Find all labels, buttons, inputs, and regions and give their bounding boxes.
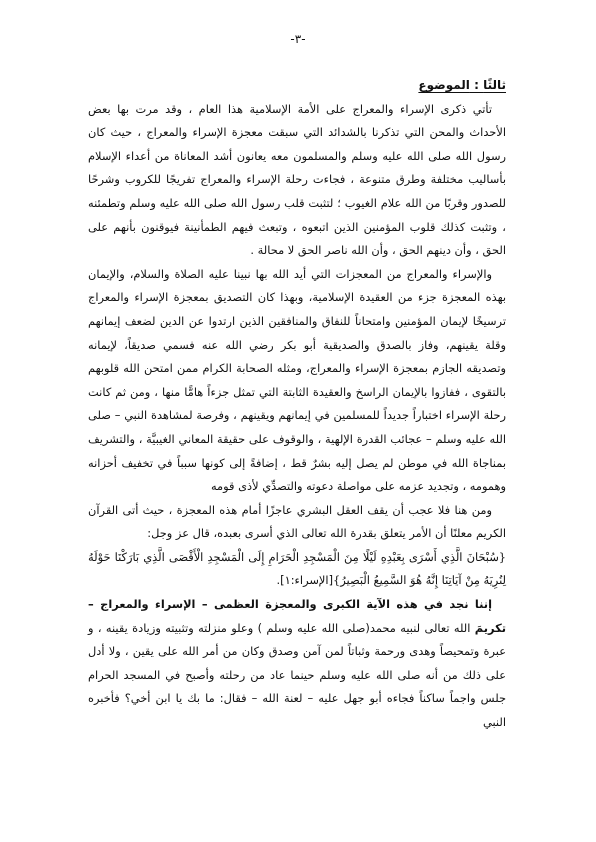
section-heading — [88, 74, 506, 98]
page-body — [88, 74, 506, 735]
paragraph-3: ومن هنا فلا عجب أن يقف العقل البشري عاجزًا أمام هذه المعجزة ، حيث أتى القرآن الكريم معلنًا أن الأمر يتعلق بقدرة الله تعالى الذي أسرى بعبده، قال عز وجل: — [88, 502, 506, 541]
quran-verse-paragraph — [88, 546, 506, 593]
paragraph-5-intro: إننا نجد في هذه الآية الكبرى والمعجزة العظمى – الإسراء والمعراج – تكريمَ — [88, 597, 506, 635]
paragraph-2: والإسراء والمعراج من المعجزات التي أيد الله بها نبينا عليه الصلاة والسلام، والإيمان بهذه المعجزة جزء من العقيدة الإسلامية، وبهذا كان التصديق بمعجزة الإسراء والمعراج ترسيخًا لإيمان المؤمنين وامتحاناً للنفاق والمنافقين الذين ارتدوا عن الدين لضعف إيمانهم وقلة يقينهم، وفاز بالصدق والصديقية أبو بكر رضي الله عنه فسمي صديقاً، لإيمانه وتصديقه الجازم بمعجزة الإسراء والمعراج، ومثله الصحابة الكرام ممن امتحن الله قلوبهم بالتقوى ، ففازوا بالإيمان الراسخ والعقيدة الثابتة التي تمثل جزءاً هامًّا منها ، ومن ثم كانت رحلة الإسراء اختباراً جديداً للمسلمين في إيمانهم ويقينهم ، وفرصة لمشاهدة النبي – صلى الله عليه وسلم – عجائب القدرة الإلهية ، والوقوف على حقيقة المعاني الغيبيَّة ، والتشريف بمناجاة الله في موطن لم يصل إليه بشرٌ قط ، إضافةً إلى كونها سبباً في تخفيف أحزانه وهمومه ، وتجديد عزمه على مواصلة دعوته والتصدِّي لأذى قومه — [88, 266, 506, 494]
paragraph-5-text: الله تعالى لنبيه محمد(صلى الله عليه وسلم ) وعلو منزلته وتثبيته وزيادة يقينه ، و عبرة وتمحيصاً وهدى ورحمة وثباتاً لمن آمن وصدق وكان من أمر الله على يقين ، ولا أدل على ذلك من أنه صلى الله عليه وسلم حينما عاد من رحلته وأصبح في المسجد الحرام جلس واجماً ساكناً فجاءه أبو جهل عليه – لعنة الله – فقال: ما بك يا ابن أخي؟ فأخبره النبي — [88, 620, 506, 730]
section-title: الموضوع — [418, 78, 470, 92]
section-separator: : — [469, 78, 484, 92]
quran-verse: {سُبْحَانَ الَّذِي أَسْرَى بِعَبْدِهِ لَيْلًا مِنَ الْمَسْجِدِ الْحَرَامِ إِلَى الْمَسْجِدِ الْأَقْصَى الَّذِي بَارَكْنَا حَوْلَهُ لِنُرِيَهُ مِنْ آيَاتِنَا إِنَّهُ هُوَ السَّمِيعُ الْبَصِيرُ} — [88, 549, 506, 588]
section-heading-label — [418, 78, 506, 92]
verse-citation: [الإسراء:١]. — [276, 573, 334, 588]
section-number: ثالثًا — [483, 78, 506, 92]
paragraph-5 — [88, 593, 506, 735]
page-number: -٣- — [290, 32, 306, 46]
paragraph-1: تأتي ذكرى الإسراء والمعراج على الأمة الإسلامية هذا العام ، وقد مرت بها بعض الأحداث والمحن التي تذكرنا بالشدائد التي سبقت معجزة الإسراء والمعراج ، حيث كان رسول الله صلى الله عليه وسلم والمسلمون معه يعانون أشد المعاناة من أعداء الإسلام بأساليب مختلفة وطرق متنوعة ، فجاءت رحلة الإسراء والمعراج تفريجًا للكروب وشرحًا للصدور وقربًا من الله علام الغيوب ؛ لتثبت قلب رسول الله صلى الله عليه وسلم وتطمئنه ، وتثبت كذلك قلوب المؤمنين الذين اتبعوه ، وتبعث فيهم الطمأنينة فيوقنون بأنهم على الحق ، وأن دينهم الحق ، وأن الله ناصر الحق لا محالة . — [88, 101, 506, 258]
